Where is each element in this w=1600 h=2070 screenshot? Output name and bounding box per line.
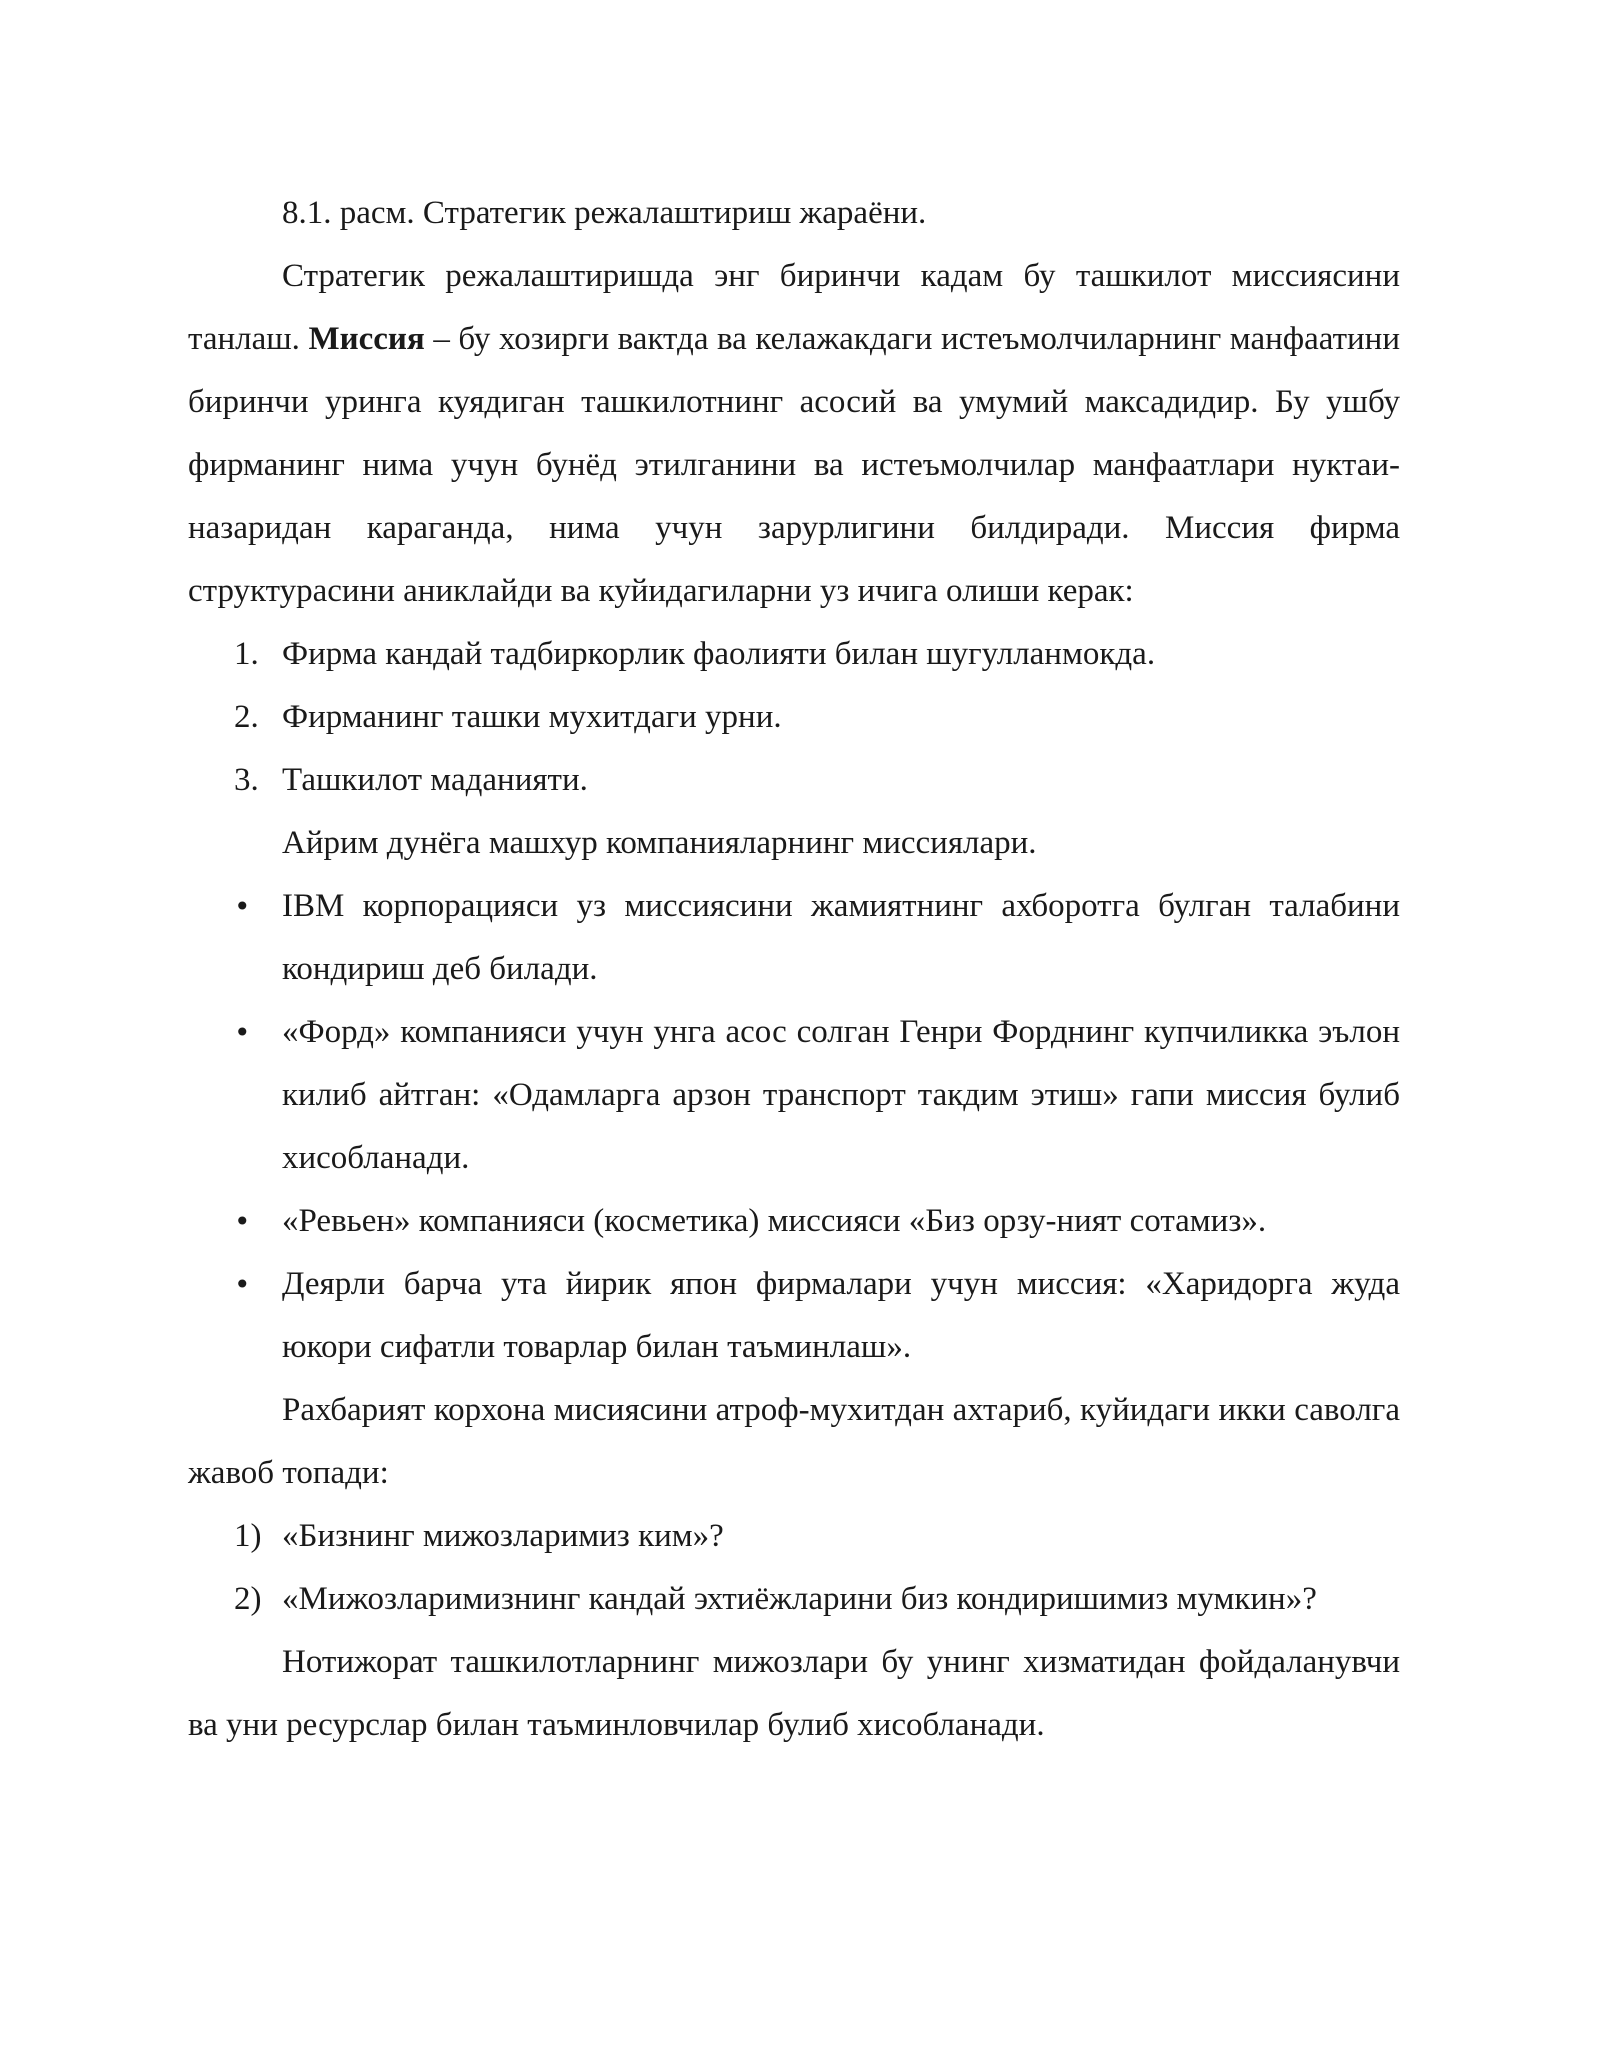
list-item (188, 1001, 1400, 1190)
list-item (188, 1568, 1400, 1631)
list-marker: 3. (234, 762, 259, 798)
intro-paragraph (188, 245, 1400, 623)
mission-term: Миссия (308, 321, 425, 357)
list-item-text: «Ревьен» компанияси (косметика) миссияси «Биз орзу-ният сотамиз». (282, 1203, 1267, 1239)
intro-text-end: – бу хозирги вактда ва келажакдаги истеъмолчиларнинг манфаатини биринчи уринга куядиган ташкилотнинг асосий ва умумий максадидир. Бу ушбу фирманинг нима учун бунёд этилганини ва истеъмолчилар манфаатлари нуктаи-назаридан караганда, нима учун зарурлигини билдиради. Миссия фирма структурасини аниклайди ва куйидагиларни уз ичига олиши керак: (188, 321, 1400, 609)
list-item (188, 1190, 1400, 1253)
document-page (188, 182, 1400, 1757)
list-marker: 1) (234, 1518, 262, 1554)
bullet-icon: • (234, 1016, 251, 1049)
list-item-text: Фирма кандай тадбиркорлик фаолияти билан шугулланмокда. (282, 636, 1156, 672)
figure-caption: 8.1. расм. Стратегик режалаштириш жараёни. (282, 195, 927, 231)
list-marker: 1. (234, 636, 259, 672)
list-item (188, 1253, 1400, 1379)
list-item-text: «Форд» компанияси учун унга асос солган Генри Форднинг купчиликка эълон килиб айтган: «Одамларга арзон транспорт такдим этиш» гапи миссия булиб хисобланади. (282, 1014, 1400, 1176)
list-marker: 2. (234, 699, 259, 735)
list-item (188, 1505, 1400, 1568)
list-item-text: Деярли барча ута йирик япон фирмалари учун миссия: «Харидорга жуда юкори сифатли товарлар билан таъминлаш». (282, 1266, 1400, 1365)
list-item (188, 749, 1400, 812)
list-item-text: Фирманинг ташки мухитдаги урни. (282, 699, 782, 735)
list-item-text: «Мижозларимизнинг кандай эхтиёжларини биз кондиришимиз мумкин»? (282, 1581, 1317, 1617)
list-item (188, 875, 1400, 1001)
list-item (188, 686, 1400, 749)
management-paragraph: Рахбарият корхона мисиясини атроф-мухитдан ахтариб, куйидаги икки саволга жавоб топади: (188, 1392, 1400, 1491)
list-item-text: Ташкилот маданияти. (282, 762, 588, 798)
bullet-icon: • (234, 1205, 251, 1238)
list-item-text: «Бизнинг мижозларимиз ким»? (282, 1518, 724, 1554)
intro-text-start: Стратегик режалаштиришда энг биринчи кадам бу ташкилот миссиясини танлаш. (188, 258, 1400, 357)
companies-heading: Айрим дунёга машхур компанияларнинг миссиялари. (282, 825, 1037, 861)
list-marker: 2) (234, 1581, 262, 1617)
bullet-icon: • (234, 1268, 251, 1301)
closing-paragraph: Нотижорат ташкилотларнинг мижозлари бу унинг хизматидан фойдаланувчи ва уни ресурслар билан таъминловчилар булиб хисобланади. (188, 1644, 1400, 1743)
questions-list (188, 1505, 1400, 1631)
bullet-icon: • (234, 890, 251, 923)
list-item-text: IBM корпорацияси уз миссиясини жамиятнинг ахборотга булган талабини кондириш деб билади. (282, 888, 1400, 987)
list-item (188, 623, 1400, 686)
bullet-list (188, 875, 1400, 1379)
numbered-list (188, 623, 1400, 812)
